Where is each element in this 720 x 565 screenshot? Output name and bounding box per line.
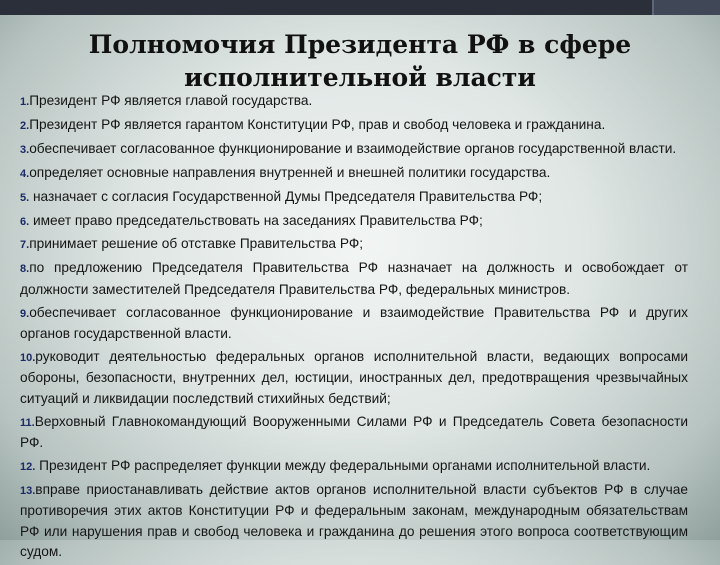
list-item [20,163,688,184]
title-line-2: исполнительной власти [184,63,536,92]
item-number: 11. [20,416,35,429]
item-number: 8. [20,263,30,276]
list-item [20,139,688,160]
list-item [20,480,688,563]
item-text: Президент РФ является главой государства. [29,93,313,108]
item-text: имеет право председательствовать на заседаниях Правительства РФ; [29,212,483,228]
item-number: 3. [20,143,30,156]
list-item [20,347,688,409]
item-number: 7. [20,239,30,252]
item-number: 12. [20,461,36,473]
item-text: назначает с согласия Государственной Думы Председателя Правительства РФ; [29,188,543,204]
item-number: 10. [20,351,36,364]
title-line-1: Полномочия Президента РФ в сфере [88,30,632,59]
item-text: определяет основные направления внутренней и внешней политики государства. [29,164,551,180]
list-item [20,412,688,454]
top-bar [0,0,720,15]
list-item [20,187,688,208]
item-text: Верховный Главнокомандующий Вооруженными Силами РФ и Председатель Совета безопасности РФ. [20,413,688,451]
list-item [20,115,688,136]
item-text: принимает решение об отставке Правительства РФ; [29,236,364,252]
list-item [20,234,688,255]
powers-list [20,91,688,565]
list-item [20,456,688,477]
item-text: вправе приостанавливать действие актов органов исполнительной власти субъектов РФ в случае противоречия этих актов Конституции РФ и федеральным законам, международным обязательствам РФ или нарушения прав и свобод человека и гражданина до решения этого вопроса соответствующим судом. [20,481,688,560]
item-text: руководит деятельностью федеральных органов исполнительной власти, ведающих вопросами обороны, безопасности, внутренних дел, юстиции, иностранных дел, предотвращения чрезвычайных ситуаций и ликвидации последствий стихийных бедствий; [20,348,688,406]
slide-title [0,28,720,94]
list-item [20,303,688,345]
item-number: 1. [20,96,30,108]
item-text: обеспечивает согласованное функционирование и взаимодействие Правительства РФ и других органов государственной власти. [20,304,688,342]
item-number: 4. [20,167,30,180]
list-item [20,91,688,112]
top-bar-accent [652,0,720,15]
item-text: Президент РФ является гарантом Конституции РФ, прав и свобод человека и гражданина. [29,116,606,132]
item-number: 2. [20,119,30,132]
list-item [20,211,688,232]
item-text: Президент РФ распределяет функции между федеральными органами исполнительной власти. [35,458,651,473]
item-text: обеспечивает согласованное функционирование и взаимодействие органов государственной власти. [29,140,677,156]
item-number: 9. [20,307,30,320]
item-text: по предложению Председателя Правительства РФ назначает на должность и освобождает от должности заместителей Председателя Правительства РФ, федеральных министров. [20,260,688,297]
item-number: 6. [20,215,30,228]
item-number: 5. [20,191,30,204]
list-item [20,258,688,300]
item-number: 13. [20,484,36,497]
